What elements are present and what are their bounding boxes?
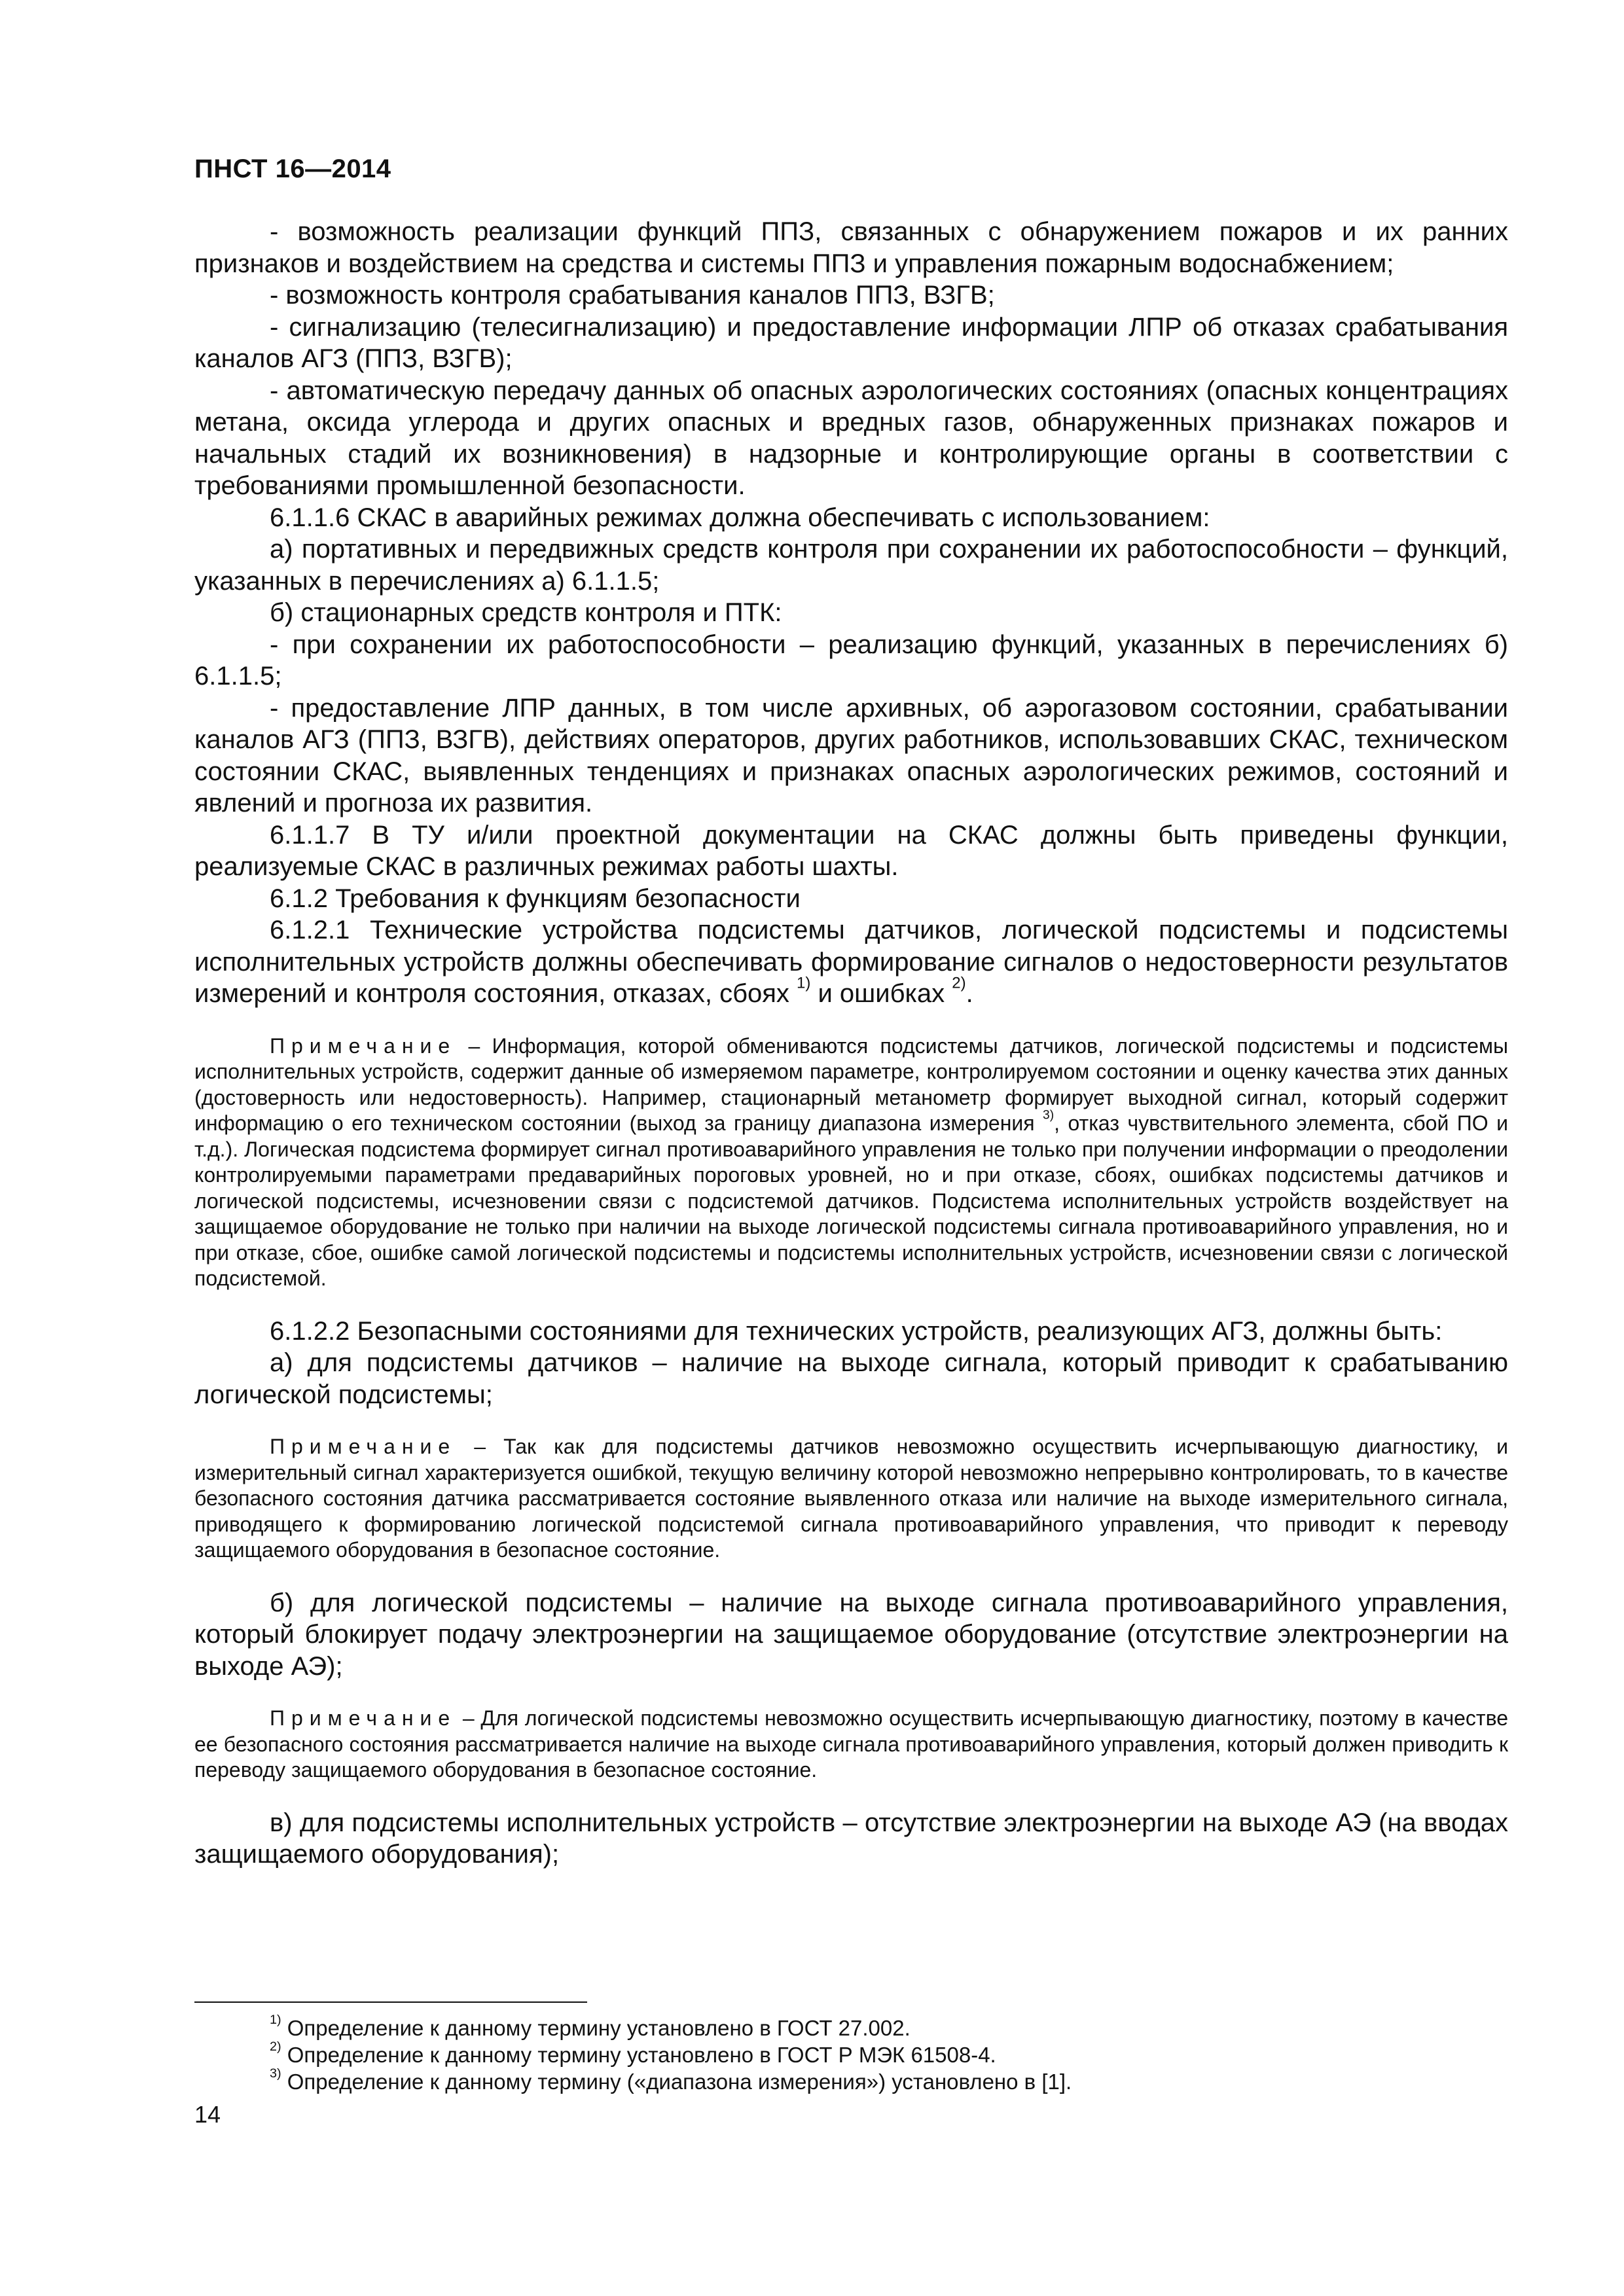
note-text: – Информация, которой обмениваются подсистемы датчиков, логической подсистемы и подсистемы исполнительных устройств, содержит данные об измеряемом параметре, контролируемом состоянии и оценку качества этих данных (достоверность или недостоверность). Например, стационарный метанометр формирует выходной сигнал, который содержит информацию о его техническом состоянии (выход за границу диапазона измерения (194, 1033, 1508, 1135)
page-number: 14 (194, 2101, 221, 2128)
note (194, 1033, 1508, 1292)
note (194, 1706, 1508, 1784)
note (194, 1434, 1508, 1564)
paragraph: в) для подсистемы исполнительных устройств – отсутствие электроэнергии на выходе АЭ (на вводах защищаемого оборудования); (194, 1808, 1508, 1869)
paragraph: - при сохранении их работоспособности – реализацию функций, указанных в перечислениях б) 6.1.1.5; (194, 630, 1508, 691)
note-text: , отказ чувствительного элемента, сбой ПО и т.д.). Логическая подсистема формирует сигнал противоаварийного управления не только при получении информации о преодолении контролируемыми параметрами предаварийных пороговых уровней, но и при отказе, сбоях, ошибках подсистемы датчиков и логической подсистемы, исчезновении связи с подсистемой датчиков. Подсистема исполнительных устройств воздействует на защищаемое оборудование не только при наличии на выходе логической подсистемы сигнала противоаварийного управления, но и при отказе, сбое, ошибке самой логической подсистемы и подсистемы исполнительных устройств, исчезновении связи с логической подсистемой. (194, 1111, 1509, 1290)
footnote-mark: 3) (270, 2066, 281, 2081)
paragraph: - возможность реализации функций ППЗ, связанных с обнаружением пожаров и их ранних признаков и воздействием на средства и системы ППЗ и управления пожарным водоснабжением; (194, 217, 1508, 278)
footnote-text: Определение к данному термину установлено в ГОСТ 27.002. (281, 2016, 911, 2040)
footnote-ref: 3) (1043, 1108, 1055, 1122)
section-heading: 6.1.2 Требования к функциям безопасности (270, 884, 801, 913)
paragraph: б) для логической подсистемы – наличие на выходе сигнала противоаварийного управления, который блокирует подачу электроэнергии на защищаемое оборудование (отсутствие электроэнергии на выходе АЭ); (194, 1588, 1508, 1681)
document-page (194, 0, 1508, 2296)
footnote-divider (194, 2001, 587, 2003)
footnote-text: Определение к данному термину установлено в ГОСТ Р МЭК 61508-4. (281, 2043, 996, 2067)
footnote-text: Определение к данному термину («диапазона измерения») установлено в [1]. (281, 2070, 1072, 2094)
text-span: 6.1.2.1 Технические устройства подсистемы датчиков, логической подсистемы и подсистемы исполнительных устройств должны обеспечивать формирование сигналов о недостоверности результатов измерений и контроля состояния, отказах, сбоях (194, 916, 1508, 1008)
paragraph: - автоматическую передачу данных об опасных аэрологических состояниях (опасных концентрациях метана, оксида углерода и других опасных и вредных газов, обнаруженных признаках пожаров и начальных стадий их возникновения) в надзорные и контролирующие органы в соответствии с требованиями промышленной безопасности. (194, 376, 1508, 500)
footnote-ref: 1) (797, 974, 811, 992)
footnote-ref: 2) (952, 974, 966, 992)
paragraph: - предоставление ЛПР данных, в том числе архивных, об аэрогазовом состоянии, срабатывании каналов АГЗ (ППЗ, ВЗГВ), действиях операторов, других работников, использовавших СКАС, техническом состоянии СКАС, выявленных тенденциях и признаках опасных аэрологических режимов, состояний и явлений и прогноза их развития. (194, 693, 1508, 817)
document-body (194, 216, 1508, 1871)
paragraph: 6.1.2.2 Безопасными состояниями для технических устройств, реализующих АГЗ, должны быть: (270, 1316, 1443, 1346)
paragraph (194, 914, 1508, 1010)
footnote-item (270, 2015, 1500, 2041)
footnote-mark: 2) (270, 2039, 281, 2054)
paragraph: 6.1.1.7 В ТУ и/или проектной документации на СКАС должны быть приведены функции, реализуемые СКАС в различных режимах работы шахты. (194, 820, 1508, 881)
paragraph: б) стационарных средств контроля и ПТК: (270, 598, 782, 627)
paragraph: 6.1.1.6 СКАС в аварийных режимах должна обеспечивать с использованием: (270, 503, 1210, 532)
note-label: Примечание (270, 1706, 457, 1730)
paragraph: а) портативных и передвижных средств контроля при сохранении их работоспособности – функций, указанных в перечислениях а) 6.1.1.5; (194, 535, 1508, 596)
text-span: и ошибках (810, 979, 952, 1008)
note-label: Примечание (270, 1033, 457, 1058)
footnote-item (270, 2068, 1500, 2095)
footnote-mark: 1) (270, 2013, 281, 2028)
paragraph: - сигнализацию (телесигнализацию) и предоставление информации ЛПР об отказах срабатывания каналов АГЗ (ППЗ, ВЗГВ); (194, 312, 1508, 373)
note-text: – Так как для подсистемы датчиков невозможно осуществить исчерпывающую диагностику, и измерительный сигнал характеризуется ошибкой, текущую величину которой невозможно непрерывно контролировать, то в качестве безопасного состояния датчика рассматривается состояние выявленного отказа или наличие на выходе измерительного сигнала, приводящего к формированию логической подсистемой сигнала противоаварийного управления, что приводит к переводу защищаемого оборудования в безопасное состояние. (194, 1435, 1508, 1562)
footnotes (270, 2015, 1500, 2095)
document-header: ПНСТ 16—2014 (194, 154, 391, 183)
text-span: . (965, 979, 973, 1008)
footnote-item (270, 2041, 1500, 2068)
note-label: Примечание (270, 1435, 457, 1458)
paragraph: - возможность контроля срабатывания каналов ППЗ, ВЗГВ; (270, 281, 995, 310)
note-text: – Для логической подсистемы невозможно осуществить исчерпывающую диагностику, поэтому в качестве ее безопасного состояния рассматривается наличие на выходе сигнала противоаварийного управления, который должен приводить к переводу защищаемого оборудования в безопасное состояние. (194, 1706, 1508, 1782)
paragraph: а) для подсистемы датчиков – наличие на выходе сигнала, который приводит к срабатыванию логической подсистемы; (194, 1348, 1508, 1409)
